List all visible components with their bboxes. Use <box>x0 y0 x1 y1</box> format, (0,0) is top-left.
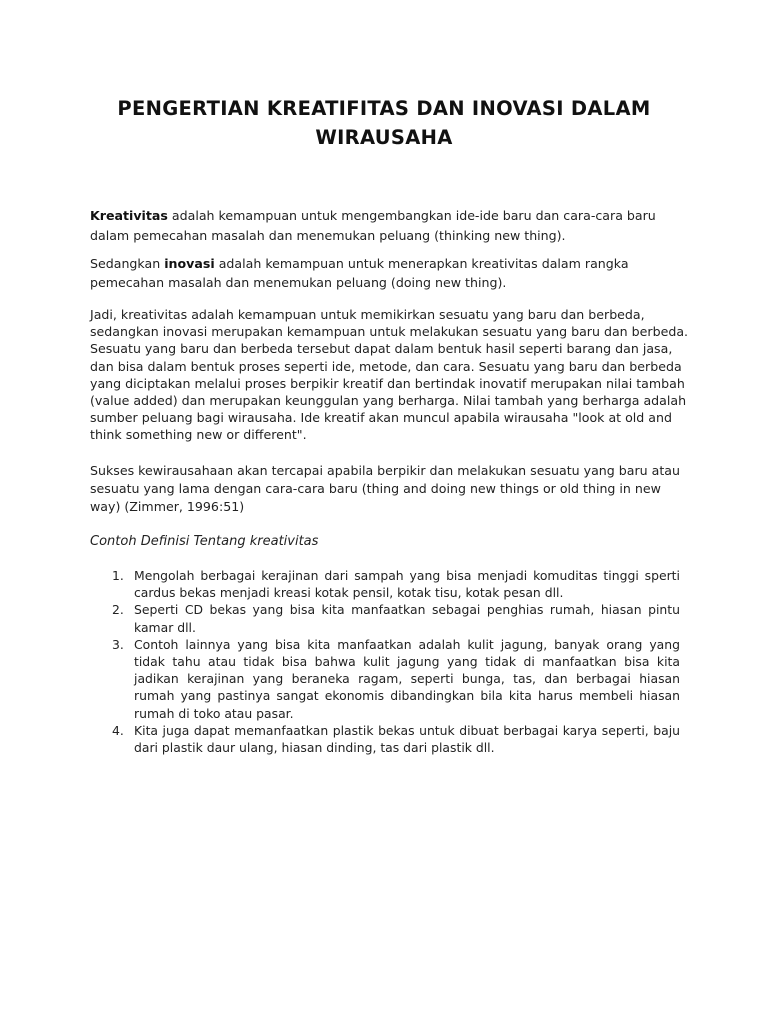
paragraph-sukses: Sukses kewirausahaan akan tercapai apabila berpikir dan melakukan sesuatu yang baru atau sesuatu yang lama dengan cara-cara baru (thing and doing new things or old thing in new way) (Zimmer, 1996:51) <box>90 463 681 514</box>
list-item <box>90 567 680 601</box>
paragraph-kreativitas <box>90 206 690 245</box>
paragraph-kreativitas-text: adalah kemampuan untuk mengembangkan ide-ide baru dan cara-cara baru dalam pemecahan masalah dan menemukan peluang (thinking new thing). <box>90 208 656 243</box>
list-item-number: 3. <box>112 636 124 652</box>
term-kreativitas: Kreativitas <box>90 208 168 223</box>
term-inovasi: inovasi <box>164 256 215 271</box>
page-title: PENGERTIAN KREATIFITAS DAN INOVASI DALAM WIRAUSAHA <box>117 97 651 149</box>
paragraph-inovasi-lead: Sedangkan <box>90 256 165 271</box>
list-item-text: Contoh lainnya yang bisa kita manfaatkan adalah kulit jagung, banyak orang yang tidak tahu atau tidak bisa bahwa kulit jagung yang tidak di manfaatkan bisa kita jadikan kerajinan yang beraneka ragam, seperti bunga, tas, dan berbagai hiasan rumah yang pastinya sangat ekonomis dibandingkan bila kita harus membeli hiasan rumah di toko atau pasar. <box>134 636 680 721</box>
list-item <box>90 722 680 756</box>
list-item-text: Kita juga dapat memanfaatkan plastik bekas untuk dibuat berbagai karya seperti, baju dari plastik daur ulang, hiasan dinding, tas dari plastik dll. <box>134 722 680 756</box>
examples-list <box>90 567 680 756</box>
list-item-text: Seperti CD bekas yang bisa kita manfaatkan sebagai penghias rumah, hiasan pintu kamar dll. <box>134 602 680 635</box>
paragraph-inovasi <box>90 254 690 292</box>
paragraph-jadi: Jadi, kreativitas adalah kemampuan untuk memikirkan sesuatu yang baru dan berbeda, sedangkan inovasi merupakan kemampuan untuk melakukan sesuatu yang baru dan berbeda. Sesuatu yang baru dan berbeda tersebut dapat dalam bentuk hasil seperti barang dan jasa, dan bisa dalam bentuk proses seperti ide, metode, dan cara. Sesuatu yang baru dan berbeda yang diciptakan melalui proses berpikir kreatif dan bertindak inovatif merupakan nilai tambah (value added) dan merupakan keunggulan yang berharga. Nilai tambah yang berharga adalah sumber peluang bagi wirausaha. Ide kreatif akan muncul apabila wirausaha "look at old and think something new or different". <box>90 307 689 443</box>
list-item <box>90 601 680 635</box>
list-item-number: 2. <box>112 602 124 618</box>
list-item-number: 1. <box>112 568 124 583</box>
examples-subheading: Contoh Definisi Tentang kreativitas <box>90 534 319 549</box>
list-item-text: Mengolah berbagai kerajinan dari sampah yang bisa menjadi komuditas tinggi sperti cardus bekas menjadi kreasi kotak pensil, kotak tisu, kotak pesan dll. <box>134 568 680 601</box>
list-item <box>90 636 680 722</box>
paragraph-inovasi-text: adalah kemampuan untuk menerapkan kreativitas dalam rangka pemecahan masalah dan menemukan peluang (doing new thing). <box>90 256 629 290</box>
list-item-number: 4. <box>112 722 124 738</box>
